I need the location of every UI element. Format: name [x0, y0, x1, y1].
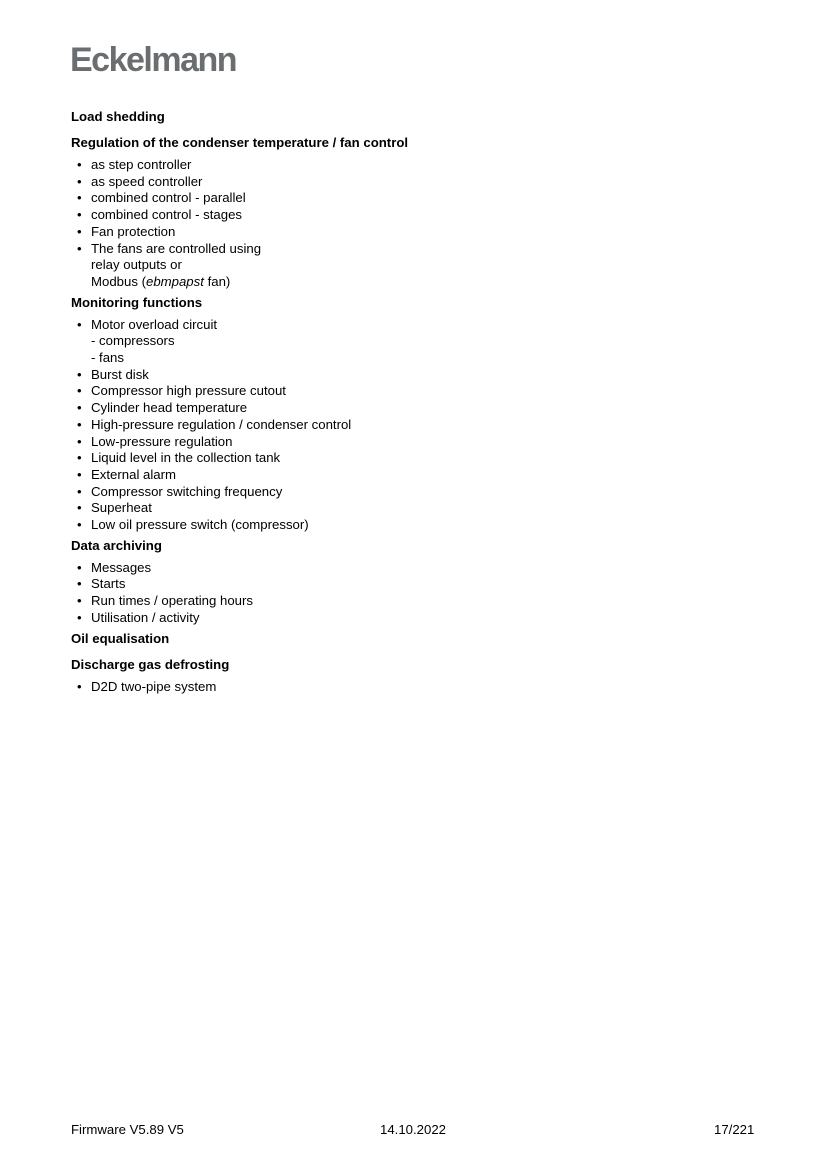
- list-item-text: Utilisation / activity: [91, 609, 200, 625]
- list-item-text: - compressors: [91, 333, 175, 349]
- bullet-marker: •: [77, 609, 82, 625]
- list-item-text: Run times / operating hours: [91, 593, 253, 609]
- bullet-marker: •: [77, 466, 82, 482]
- list-item: [71, 224, 771, 241]
- list-item-text: relay outputs or: [91, 257, 182, 273]
- list-item: [71, 576, 771, 593]
- modbus-prefix: Modbus (: [91, 273, 146, 289]
- bullet-marker: •: [77, 450, 82, 466]
- list-item-text: D2D two-pipe system: [91, 678, 217, 694]
- list-item: [71, 450, 771, 467]
- list-item-text: Messages: [91, 559, 152, 575]
- section-heading: Load shedding: [71, 109, 165, 124]
- list-item-text: Low-pressure regulation: [91, 433, 233, 449]
- list-item: [71, 367, 771, 384]
- list-item: [71, 241, 771, 291]
- list-item-text: combined control - parallel: [91, 190, 246, 206]
- bullet-marker: •: [77, 383, 82, 399]
- list-item-text: Fan protection: [91, 223, 176, 239]
- footer-date: 14.10.2022: [380, 1122, 447, 1137]
- list-item-text: - fans: [91, 350, 124, 366]
- list-item-text: as step controller: [91, 157, 192, 172]
- section-heading: Oil equalisation: [71, 630, 170, 646]
- bullet-marker: •: [77, 207, 82, 223]
- list-item: [71, 560, 771, 577]
- bullet-marker: •: [77, 416, 82, 432]
- bullet-list: [71, 679, 771, 696]
- bullet-marker: •: [77, 173, 82, 189]
- list-item-text: as speed controller: [91, 173, 203, 189]
- list-item: [71, 467, 771, 484]
- bullet-list: [71, 157, 771, 291]
- bullet-list: [71, 317, 771, 534]
- bullet-marker: •: [77, 559, 82, 575]
- list-item-text: combined control - stages: [91, 207, 242, 223]
- list-item-text: Cylinder head temperature: [91, 400, 248, 416]
- list-item: [71, 190, 771, 207]
- fan-brand: ebmpapst: [145, 273, 204, 289]
- bullet-marker: •: [77, 678, 82, 694]
- list-item-text: Compressor switching frequency: [91, 483, 283, 499]
- list-item: [71, 174, 771, 191]
- list-item: [71, 434, 771, 451]
- bullet-marker: •: [77, 240, 82, 256]
- bullet-marker: •: [77, 576, 82, 592]
- bullet-marker: •: [77, 400, 82, 416]
- section-heading: Regulation of the condenser temperature / fan control: [71, 135, 409, 150]
- section-heading: Discharge gas defrosting: [71, 656, 230, 672]
- list-item: [71, 517, 771, 534]
- list-item-text: Compressor high pressure cutout: [91, 383, 286, 399]
- bullet-marker: •: [77, 223, 82, 239]
- bullet-marker: •: [77, 366, 82, 382]
- footer-page-number: 17/221: [714, 1122, 755, 1137]
- list-item-text: Starts: [91, 576, 126, 592]
- bullet-marker: •: [77, 483, 82, 499]
- bullet-marker: •: [77, 190, 82, 206]
- list-item-text: Superheat: [91, 500, 152, 516]
- list-item: [71, 484, 771, 501]
- list-item-text: Burst disk: [91, 366, 149, 382]
- document-body: [71, 109, 771, 699]
- list-item-text: High-pressure regulation / condenser control: [91, 416, 352, 432]
- bullet-marker: •: [77, 433, 82, 449]
- section-heading: Monitoring functions: [71, 294, 203, 310]
- list-item: [71, 383, 771, 400]
- list-item-text: Motor overload circuit: [91, 316, 218, 332]
- bullet-marker: •: [77, 517, 82, 533]
- company-logo: Eckelmann: [70, 41, 237, 79]
- bullet-marker: •: [77, 593, 82, 609]
- list-item-text: Liquid level in the collection tank: [91, 450, 281, 466]
- section-heading: Data archiving: [71, 537, 162, 553]
- bullet-marker: •: [77, 316, 82, 332]
- list-item-text: The fans are controlled using: [91, 240, 262, 256]
- bullet-list: [71, 560, 771, 627]
- list-item: [71, 679, 771, 696]
- list-item: [71, 317, 771, 367]
- bullet-marker: •: [77, 157, 82, 172]
- list-item: [71, 207, 771, 224]
- list-item-text: External alarm: [91, 466, 177, 482]
- bullet-marker: •: [77, 500, 82, 516]
- footer-firmware: Firmware V5.89 V5: [71, 1122, 184, 1137]
- list-item: [71, 417, 771, 434]
- list-item: [71, 610, 771, 627]
- modbus-suffix: fan): [203, 273, 231, 289]
- list-item-text: Low oil pressure switch (compressor): [91, 517, 309, 533]
- list-item: [71, 500, 771, 517]
- list-item: [71, 593, 771, 610]
- list-item-text: [91, 274, 771, 291]
- list-item: [71, 400, 771, 417]
- list-item: [71, 157, 771, 174]
